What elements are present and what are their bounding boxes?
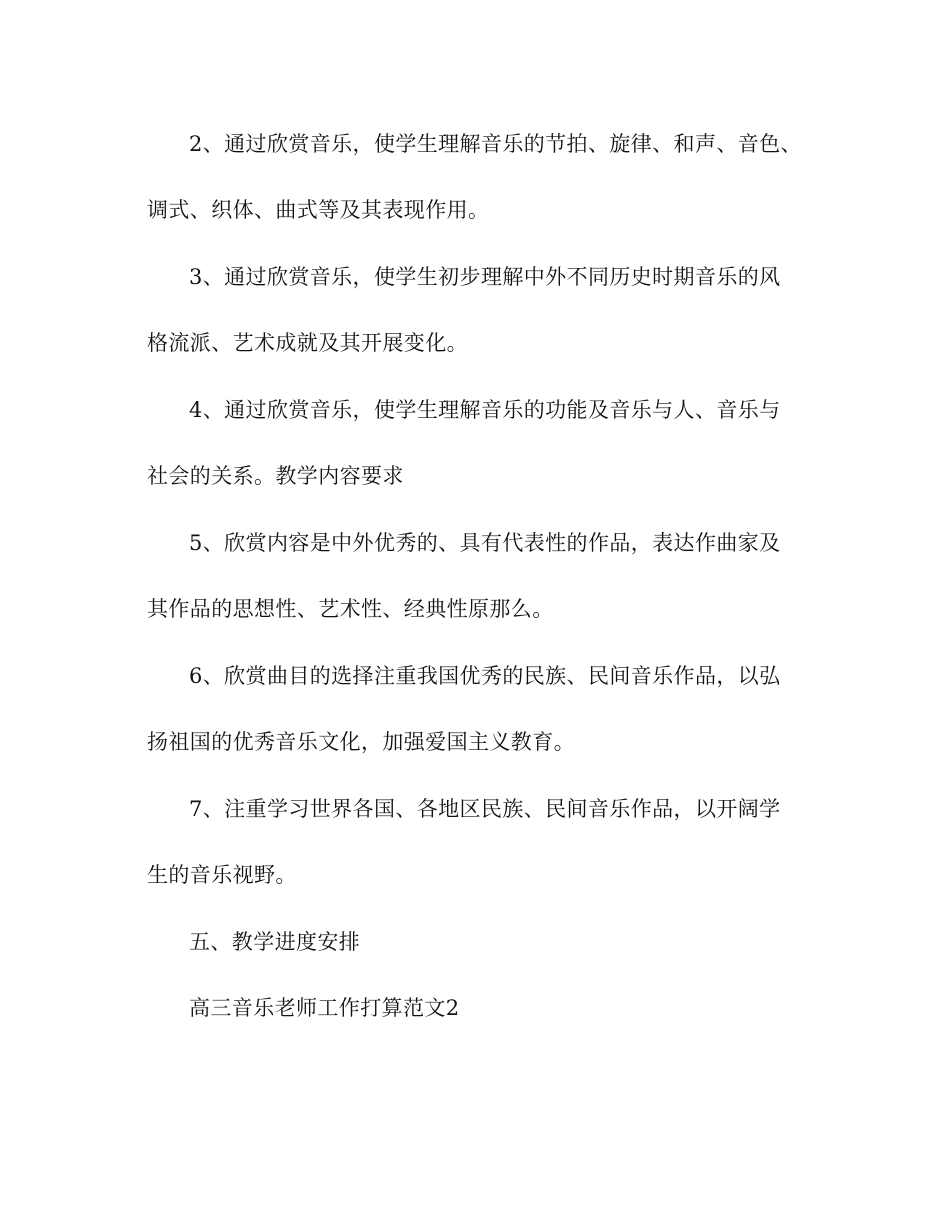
paragraph-3-line-1: 3、通过欣赏音乐，使学生初步理解中外不同历史时期音乐的风: [189, 265, 781, 289]
paragraph-6-line-2: 扬祖国的优秀音乐文化，加强爱国主义教育。: [147, 730, 575, 754]
paragraph-3-line-2: 格流派、艺术成就及其开展变化。: [147, 331, 468, 355]
paragraph-7-line-1: 7、注重学习世界各国、各地区民族、民间音乐作品，以开阔学: [189, 797, 781, 821]
paragraph-4-line-2: 社会的关系。教学内容要求: [147, 464, 404, 488]
paragraph-6-line-1: 6、欣赏曲目的选择注重我国优秀的民族、民间音乐作品，以弘: [189, 664, 781, 688]
paragraph-7-line-2: 生的音乐视野。: [147, 863, 297, 887]
paragraph-5-line-1: 5、欣赏内容是中外优秀的、具有代表性的作品，表达作曲家及: [189, 531, 781, 555]
section-heading-schedule: 五、教学进度安排: [189, 930, 361, 954]
section-heading-sample-2: 高三音乐老师工作打算范文2: [189, 996, 460, 1020]
paragraph-5-line-2: 其作品的思想性、艺术性、经典性原那么。: [147, 597, 554, 621]
paragraph-4-line-1: 4、通过欣赏音乐，使学生理解音乐的功能及音乐与人、音乐与: [189, 398, 781, 422]
paragraph-2-line-2: 调式、织体、曲式等及其表现作用。: [147, 198, 490, 222]
paragraph-2-line-1: 2、通过欣赏音乐，使学生理解音乐的节拍、旋律、和声、音色、: [189, 132, 802, 156]
